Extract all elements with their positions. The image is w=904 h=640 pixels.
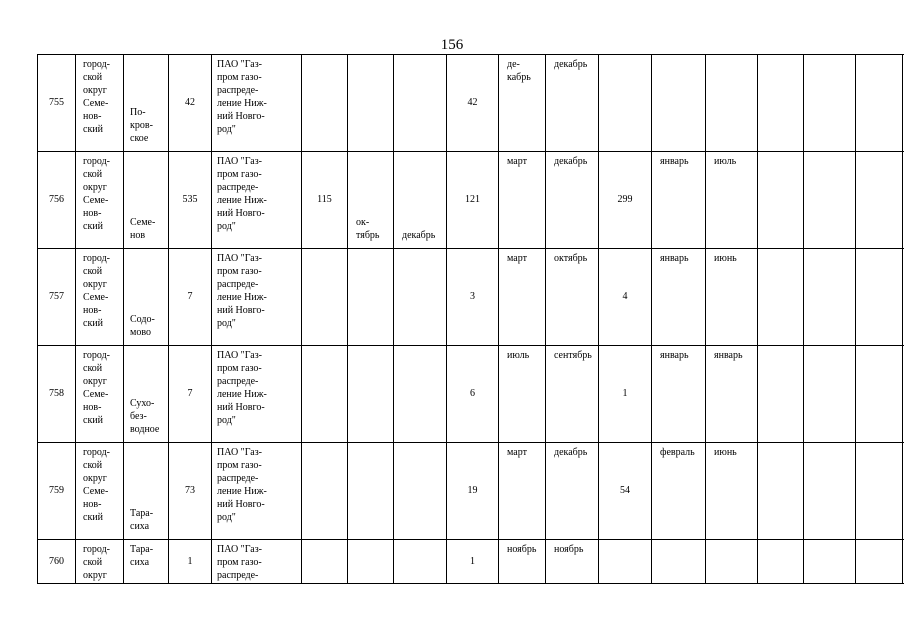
organization-cell: ПАО "Газ- пром газо- распреде- — [212, 540, 302, 584]
district-cell: город- ской округ — [76, 540, 124, 584]
count-cell: 121 — [447, 152, 499, 249]
month-cell: июнь — [706, 443, 758, 540]
month-cell: ноябрь — [546, 540, 599, 584]
empty-cell — [856, 152, 903, 249]
month-cell — [348, 55, 394, 152]
month-cell: сентябрь — [546, 346, 599, 443]
empty-cell — [856, 249, 903, 346]
district-cell: город- ской округ Семе- нов- ский — [76, 152, 124, 249]
organization-cell: ПАО "Газ- пром газо- распреде- ление Ниж- ний Новго- род" — [212, 443, 302, 540]
empty-cell — [758, 249, 804, 346]
empty-cell — [758, 443, 804, 540]
organization-cell: ПАО "Газ- пром газо- распреде- ление Ниж- ний Новго- род" — [212, 249, 302, 346]
row-number: 758 — [38, 346, 76, 443]
month-cell — [394, 443, 447, 540]
total-count-cell: 1 — [169, 540, 212, 584]
count-cell: 1 — [599, 346, 652, 443]
month-cell — [348, 346, 394, 443]
month-cell: январь — [652, 152, 706, 249]
month-cell: январь — [652, 346, 706, 443]
organization-cell: ПАО "Газ- пром газо- распреде- ление Ниж- ний Новго- род" — [212, 346, 302, 443]
month-cell: февраль — [652, 443, 706, 540]
total-count-cell: 535 — [169, 152, 212, 249]
count-cell: 6 — [447, 346, 499, 443]
empty-cell — [758, 55, 804, 152]
empty-cell — [758, 346, 804, 443]
empty-cell — [804, 55, 856, 152]
settlement-cell: Тара- сиха — [124, 540, 169, 584]
count-cell: 1 — [447, 540, 499, 584]
month-cell: март — [499, 443, 546, 540]
count-cell: 299 — [599, 152, 652, 249]
empty-cell — [804, 152, 856, 249]
total-count-cell: 7 — [169, 346, 212, 443]
row-number: 755 — [38, 55, 76, 152]
count-cell: 3 — [447, 249, 499, 346]
table-row — [38, 540, 904, 584]
table-row — [38, 346, 904, 443]
settlement-cell: Семе- нов — [124, 152, 169, 249]
table-row — [38, 443, 904, 540]
month-cell: де- кабрь — [499, 55, 546, 152]
month-cell — [348, 540, 394, 584]
month-cell: июнь — [706, 249, 758, 346]
month-cell — [706, 540, 758, 584]
settlement-cell: Тара- сиха — [124, 443, 169, 540]
total-count-cell: 42 — [169, 55, 212, 152]
row-number: 756 — [38, 152, 76, 249]
count-cell: 42 — [447, 55, 499, 152]
month-cell — [394, 249, 447, 346]
month-cell: март — [499, 152, 546, 249]
organization-cell: ПАО "Газ- пром газо- распреде- ление Ниж- ний Новго- род" — [212, 152, 302, 249]
district-cell: город- ской округ Семе- нов- ский — [76, 249, 124, 346]
month-cell — [348, 249, 394, 346]
month-cell: октябрь — [546, 249, 599, 346]
month-cell — [348, 443, 394, 540]
empty-cell — [856, 443, 903, 540]
total-count-cell: 7 — [169, 249, 212, 346]
empty-cell — [804, 443, 856, 540]
month-cell — [394, 346, 447, 443]
count-cell — [599, 540, 652, 584]
month-cell — [652, 540, 706, 584]
district-cell: город- ской округ Семе- нов- ский — [76, 443, 124, 540]
month-cell: январь — [706, 346, 758, 443]
month-cell: декабрь — [394, 152, 447, 249]
count-cell — [599, 55, 652, 152]
month-cell: ок- тябрь — [348, 152, 394, 249]
empty-cell — [804, 249, 856, 346]
month-cell: июль — [499, 346, 546, 443]
empty-cell — [758, 540, 804, 584]
month-cell — [706, 55, 758, 152]
table-row — [38, 249, 904, 346]
count-cell — [302, 55, 348, 152]
district-cell: город- ской округ Семе- нов- ский — [76, 55, 124, 152]
month-cell: ноябрь — [499, 540, 546, 584]
count-cell: 54 — [599, 443, 652, 540]
count-cell — [302, 443, 348, 540]
settlement-cell: Содо- мово — [124, 249, 169, 346]
month-cell — [394, 540, 447, 584]
empty-cell — [856, 346, 903, 443]
district-cell: город- ской округ Семе- нов- ский — [76, 346, 124, 443]
month-cell: декабрь — [546, 55, 599, 152]
organization-cell: ПАО "Газ- пром газо- распреде- ление Ниж- ний Новго- род" — [212, 55, 302, 152]
month-cell: декабрь — [546, 152, 599, 249]
settlement-cell: Сухо- без- водное — [124, 346, 169, 443]
count-cell: 4 — [599, 249, 652, 346]
empty-cell — [856, 55, 903, 152]
empty-cell — [758, 152, 804, 249]
page-number: 156 — [440, 37, 464, 53]
month-cell — [394, 55, 447, 152]
gasification-table — [37, 54, 904, 584]
count-cell — [302, 540, 348, 584]
table-row — [38, 55, 904, 152]
total-count-cell: 73 — [169, 443, 212, 540]
settlement-cell: По- кров- ское — [124, 55, 169, 152]
empty-cell — [804, 540, 856, 584]
month-cell: декабрь — [546, 443, 599, 540]
row-number: 757 — [38, 249, 76, 346]
month-cell: январь — [652, 249, 706, 346]
count-cell: 19 — [447, 443, 499, 540]
count-cell — [302, 346, 348, 443]
empty-cell — [804, 346, 856, 443]
row-number: 759 — [38, 443, 76, 540]
count-cell — [302, 249, 348, 346]
empty-cell — [856, 540, 903, 584]
count-cell: 115 — [302, 152, 348, 249]
month-cell — [652, 55, 706, 152]
month-cell: июль — [706, 152, 758, 249]
row-number: 760 — [38, 540, 76, 584]
table-row — [38, 152, 904, 249]
month-cell: март — [499, 249, 546, 346]
